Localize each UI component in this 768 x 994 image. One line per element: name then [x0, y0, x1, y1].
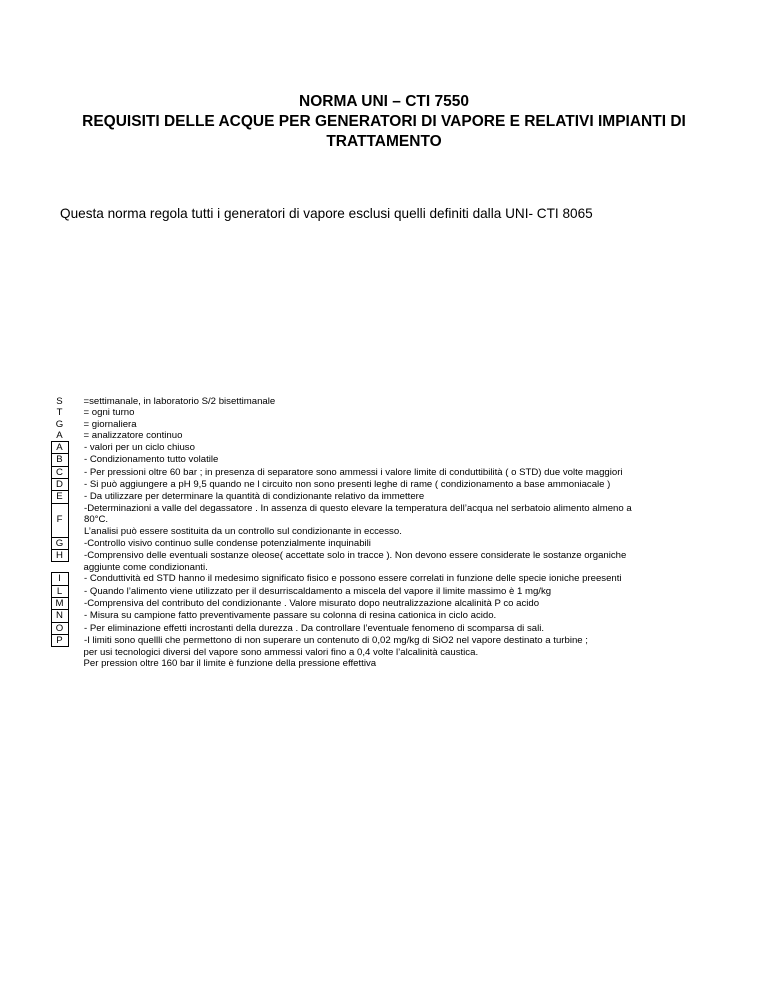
- note-row: [52, 396, 633, 407]
- note-row: [52, 585, 633, 597]
- note-text: -Comprensivo delle eventuali sostanze oleose( accettate solo in tracce ). Non devono essere considerate le sostanze organiche: [84, 549, 627, 561]
- note-text: - valori per un ciclo chiuso: [84, 442, 195, 454]
- note-row: [52, 537, 633, 549]
- note-text: - Per eliminazione effetti incrostanti della durezza . Da controllare l’eventuale fenomeno di scomparsa di sali.: [84, 622, 545, 634]
- note-code: G: [52, 537, 69, 549]
- note-code: L: [52, 585, 69, 597]
- note-row: [52, 491, 633, 503]
- note-text: Per pression oltre 160 bar il limite è funzione della pressione effettiva: [83, 658, 377, 670]
- note-row: [52, 503, 633, 514]
- note-row: [52, 562, 633, 573]
- note-text: -Controllo visivo continuo sulle condense potenzialmente inquinabili: [84, 537, 371, 549]
- note-row: [52, 466, 633, 478]
- note-row: [52, 454, 633, 466]
- note-code: M: [52, 598, 69, 610]
- title-line-1: NORMA UNI – CTI 7550: [299, 93, 469, 110]
- note-text: =settimanale, in laboratorio S/2 bisettimanale: [83, 396, 276, 407]
- title-line-3: TRATTAMENTO: [326, 133, 442, 150]
- note-text: -I limiti sono quellli che permettono di non superare un contenuto di 0,02 mg/kg di SiO2 nel vapore destinato a turbine ;: [84, 634, 588, 646]
- note-code: A: [52, 442, 69, 454]
- note-text: - Da utilizzare per determinare la quantità di condizionante relativo da immettere: [84, 491, 425, 503]
- note-text: - Quando l’alimento viene utilizzato per il desurriscaldamento a miscela del vapore il limite massimo è 1 mg/kg: [84, 585, 552, 597]
- note-text: - Misura su campione fatto preventivamente passare su colonna di resina cationica in ciclo acido.: [84, 610, 497, 622]
- note-text: -Comprensiva del contributo del condizionante . Valore misurato dopo neutralizzazione alcalinità P co acido: [84, 598, 540, 610]
- note-text: = giornaliera: [83, 418, 137, 430]
- note-code: T: [56, 407, 63, 419]
- note-row: [52, 598, 633, 610]
- note-code: C: [52, 466, 69, 478]
- note-code: B: [52, 454, 69, 466]
- note-code: O: [52, 622, 69, 634]
- note-text: - Conduttività ed STD hanno il medesimo significato fisico e possono essere correlati in funzione delle specie ioniche preesenti: [84, 573, 622, 585]
- note-row: [52, 526, 633, 537]
- note-code: N: [52, 610, 69, 622]
- note-code: F: [52, 503, 69, 537]
- note-row: [52, 419, 633, 430]
- note-text: aggiunte come condizionanti.: [83, 561, 208, 573]
- note-text: = analizzatore continuo: [83, 430, 183, 442]
- note-row: [52, 634, 633, 646]
- note-row: [52, 573, 633, 585]
- note-code: E: [52, 491, 69, 503]
- note-row: [52, 514, 633, 525]
- intro-paragraph: Questa norma regola tutti i generatori di vapore esclusi quelli definiti dalla UNI- CTI 8065: [60, 206, 593, 221]
- note-text: - Si può aggiungere a pH 9,5 quando ne l circuito non sono presenti leghe di rame ( condizionamento a base ammoniacale ): [84, 479, 611, 491]
- note-text: - Per pressioni oltre 60 bar ; in presenza di separatore sono ammessi i valore limite di conduttibilità ( o STD) due volte maggiori: [84, 466, 623, 478]
- note-row: [52, 610, 633, 622]
- note-code: G: [55, 418, 64, 430]
- note-text: 80°C.: [84, 514, 109, 526]
- note-row: [52, 622, 633, 634]
- note-row: [52, 442, 633, 454]
- note-row: [52, 647, 633, 658]
- note-text: -Determinazioni a valle del degassatore . In assenza di questo elevare la temperatura dell’acqua nel serbatoio alimento almeno a: [84, 503, 632, 515]
- note-row: [52, 430, 633, 442]
- note-code: D: [52, 479, 69, 491]
- note-row: [52, 549, 633, 561]
- note-code: P: [52, 634, 69, 646]
- note-text: - Condizionamento tutto volatile: [84, 454, 219, 466]
- note-text: L’analisi può essere sostituita da un controllo sul condizionante in eccesso.: [84, 525, 402, 537]
- note-text: per usi tecnologici diversi del vapore sono ammessi valori fino a 0,4 volte l’alcalinità caustica.: [83, 646, 479, 658]
- note-row: [52, 658, 633, 669]
- note-code: A: [56, 429, 63, 441]
- note-text: = ogni turno: [83, 407, 135, 419]
- note-code: S: [56, 396, 63, 407]
- document-title: [0, 92, 768, 152]
- note-row: [52, 407, 633, 418]
- note-code: H: [52, 549, 69, 561]
- notes-table: [51, 396, 633, 669]
- note-code: I: [52, 573, 69, 585]
- title-line-2: REQUISITI DELLE ACQUE PER GENERATORI DI VAPORE E RELATIVI IMPIANTI DI: [82, 113, 686, 130]
- note-row: [52, 479, 633, 491]
